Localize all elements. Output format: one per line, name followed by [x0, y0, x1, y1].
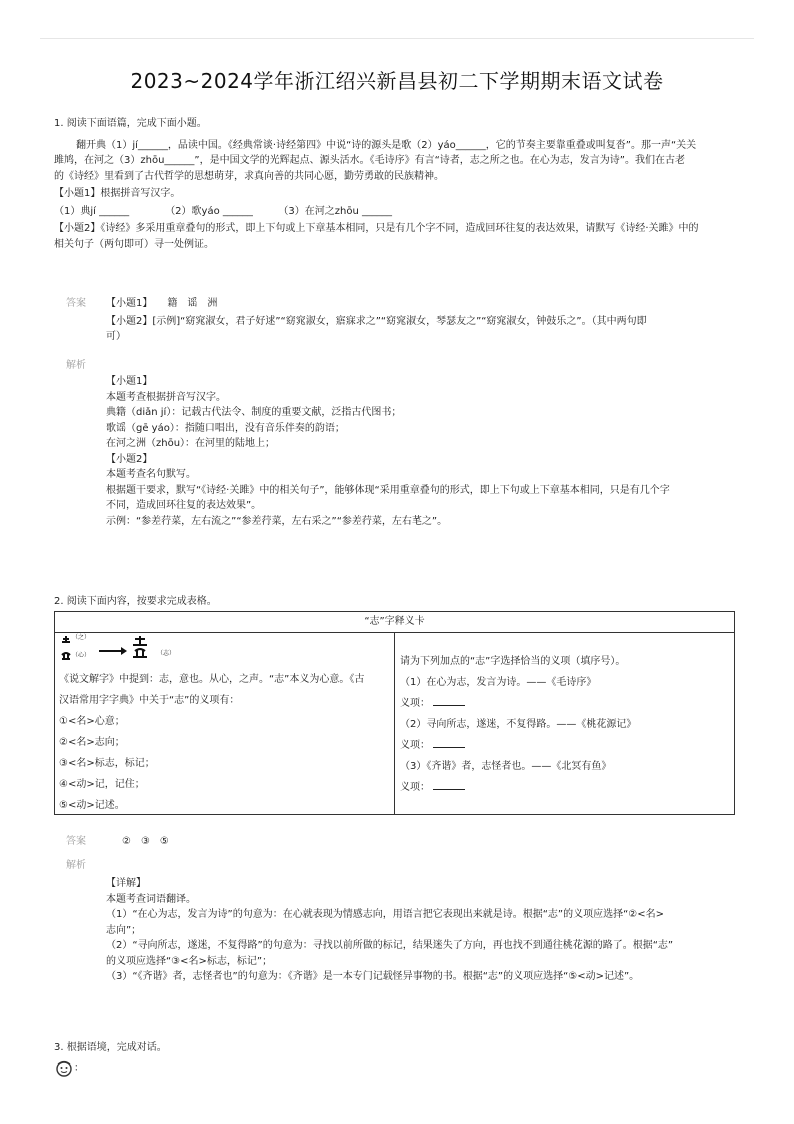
analysis-line: 不同，造成回环往复的表达效果”。: [106, 500, 262, 511]
right-cell-line: （1）在心为志，发言为诗。——《毛诗序》: [400, 677, 597, 688]
analysis-line: 典籍（diǎn jí）：记载古代法令、制度的重要文献，泛指古代图书；: [106, 407, 402, 418]
glyph-label: （心）: [72, 652, 91, 659]
question-1: [54, 116, 738, 252]
analysis-tag: 解析: [66, 860, 86, 871]
analysis-line: 在河之洲（zhōu）：在河里的陆地上；: [106, 438, 276, 449]
right-cell-line: （3）《齐谐》者，志怪者也。——《北冥有鱼》: [400, 761, 612, 772]
question-2: [54, 594, 738, 610]
q1-paragraph-line: 翻开典（1）jí______，品读中国。《经典常谈·诗经第四》中说“诗的源头是歌（2）yáo______，它的节奏主要靠重叠或叫复沓”。那一声“关关: [76, 139, 697, 151]
q3-dialog-line: [54, 1060, 738, 1078]
answer-tag: 答案: [66, 298, 86, 309]
analysis-line: （2）“寻向所志，遂迷，不复得路”的句意为：寻找以前所做的标记，结果迷失了方向，再也找不到通往桃花源的路了。根据“志”: [106, 940, 674, 951]
analysis-line: 志向”；: [106, 924, 142, 936]
answer-blank[interactable]: [433, 779, 465, 790]
right-cell-line: 请为下列加点的“志”字选择恰当的义项（填序号）。: [400, 656, 626, 667]
q1-sub1-item: （1）典jí ______: [54, 205, 130, 217]
q2-answer-block: [66, 834, 726, 852]
answer-line: 【小题2】[示例]“窈窕淑女，君子好逑”“窈窕淑女，寤寐求之”“窈窕淑女，琴瑟友之”“窈窕淑女，钟鼓乐之”。（其中两句即: [106, 315, 647, 327]
analysis-line: （1）“在心为志，发言为诗”的句意为：在心就表现为情感志向，用语言把它表现出来就是诗。根据“志”的义项应选择“②<名>: [106, 909, 664, 920]
answer-blank[interactable]: [433, 737, 465, 748]
analysis-line: 歌谣（gē yáo）：指随口唱出，没有音乐伴奏的韵语；: [106, 422, 345, 434]
analysis-line: 【详解】: [106, 878, 146, 889]
q1-sub1-item: （3）在河之zhōu ______: [278, 205, 392, 217]
q2-analysis-block: [66, 858, 726, 1008]
left-cell-line: 汉语常用字字典》中关于“志”的义项有：: [59, 695, 240, 706]
table-title: “志”字释义卡: [55, 612, 734, 633]
answer-blank[interactable]: [433, 695, 465, 706]
speaker-colon: ：: [74, 1062, 84, 1074]
answer-tag: 答案: [66, 836, 86, 847]
q1-sub2-prompt: 【小题2】《诗经》多采用重章叠句的形式，即上下句或上下章基本相同，只是有几个字不同，造成回环往复的表达效果，请默写《诗经·关雎》中的: [54, 223, 699, 234]
analysis-line: 的义项应选择“③<名>标志，标记”；: [106, 955, 273, 967]
left-cell-line: ①<名>心意；: [59, 716, 125, 727]
answer-line: 【小题1】 籍 谣 洲: [106, 298, 218, 309]
analysis-line: 【小题2】: [106, 453, 153, 465]
right-cell-line: 义项：: [400, 735, 730, 756]
glyph-label: （志）: [157, 650, 176, 657]
analysis-line: （3）“《齐谐》者，志怪者也”的句意为：《齐谐》是一本专门记载怪异事物的书。根据“志”的义项应选择“⑤<动>记述”。: [106, 971, 640, 982]
right-cell-line: （2）寻向所志，遂迷，不复得路。——《桃花源记》: [400, 719, 637, 730]
question-3: [54, 1040, 738, 1078]
q1-sub1-items: [54, 204, 738, 220]
analysis-line: 本题考查名句默写。: [106, 469, 196, 480]
q3-stem: 3. 根据语境，完成对话。: [54, 1042, 167, 1053]
right-cell-line: 义项：: [400, 777, 730, 798]
analysis-line: 根据题干要求，默写“《诗经·关雎》中的相关句子”，能够体现“采用重章叠句的形式，即上下句或上下章基本相同，只是有几个字: [106, 484, 670, 496]
left-cell-line: ⑤<动>记述。: [59, 800, 125, 811]
q1-stem: 1. 阅读下面语篇，完成下面小题。: [54, 118, 207, 129]
left-cell-line: ④<动>记，记住；: [59, 779, 145, 790]
q2-stem: 2. 阅读下面内容，按要求完成表格。: [54, 596, 217, 607]
analysis-line: 本题考查词语翻译。: [106, 893, 196, 905]
analysis-tag: 解析: [66, 360, 86, 371]
answer-line: ② ③ ⑤: [122, 836, 169, 847]
glyph-evolution: [59, 633, 390, 669]
speaker-avatar-icon: [54, 1060, 74, 1078]
q1-analysis-block: [66, 358, 726, 558]
q1-sub1-item: （2）歌yáo ______: [165, 205, 253, 217]
left-cell-line: ②<名>志向；: [59, 737, 125, 748]
table-right-cell: [396, 633, 734, 815]
analysis-line: 【小题1】: [106, 376, 153, 387]
q1-paragraph-line: 雎鸠，在河之（3）zhōu______”，是中国文学的光辉起点、源头活水。《毛诗序》有言“诗者，志之所之也。在心为志，发言为诗”。我们在古老: [54, 155, 685, 166]
page-title: 2023~2024学年浙江绍兴新昌县初二下学期期末语文试卷: [130, 69, 664, 93]
left-cell-line: 《说文解字》中提到：志，意也。从心，之声。“志”本义为心意。《古: [59, 674, 365, 685]
q1-paragraph-line: 的《诗经》里看到了古代哲学的思想萌芽，求真向善的共同心愿，勤劳勇敢的民族精神。: [54, 170, 444, 182]
answer-line: 可）: [106, 331, 126, 342]
table-left-cell: [55, 633, 395, 815]
top-rule: [40, 38, 754, 39]
glyph-label: （之）: [72, 634, 91, 641]
definition-card-table: [54, 611, 735, 815]
analysis-line: 本题考查根据拼音写汉字。: [106, 391, 226, 403]
analysis-line: 示例：“参差荇菜，左右流之”“参差荇菜，左右采之”“参差荇菜，左右芼之”。: [106, 515, 448, 527]
q1-answer-block: [66, 296, 726, 356]
right-cell-line: 义项：: [400, 693, 730, 714]
q1-sub1-prompt: 【小题1】根据拼音写汉字。: [54, 188, 181, 199]
q1-sub2-prompt-cont: 相关句子（两句即可）寻一处例证。: [54, 238, 214, 250]
left-cell-line: ③<名>标志，标记；: [59, 758, 155, 769]
